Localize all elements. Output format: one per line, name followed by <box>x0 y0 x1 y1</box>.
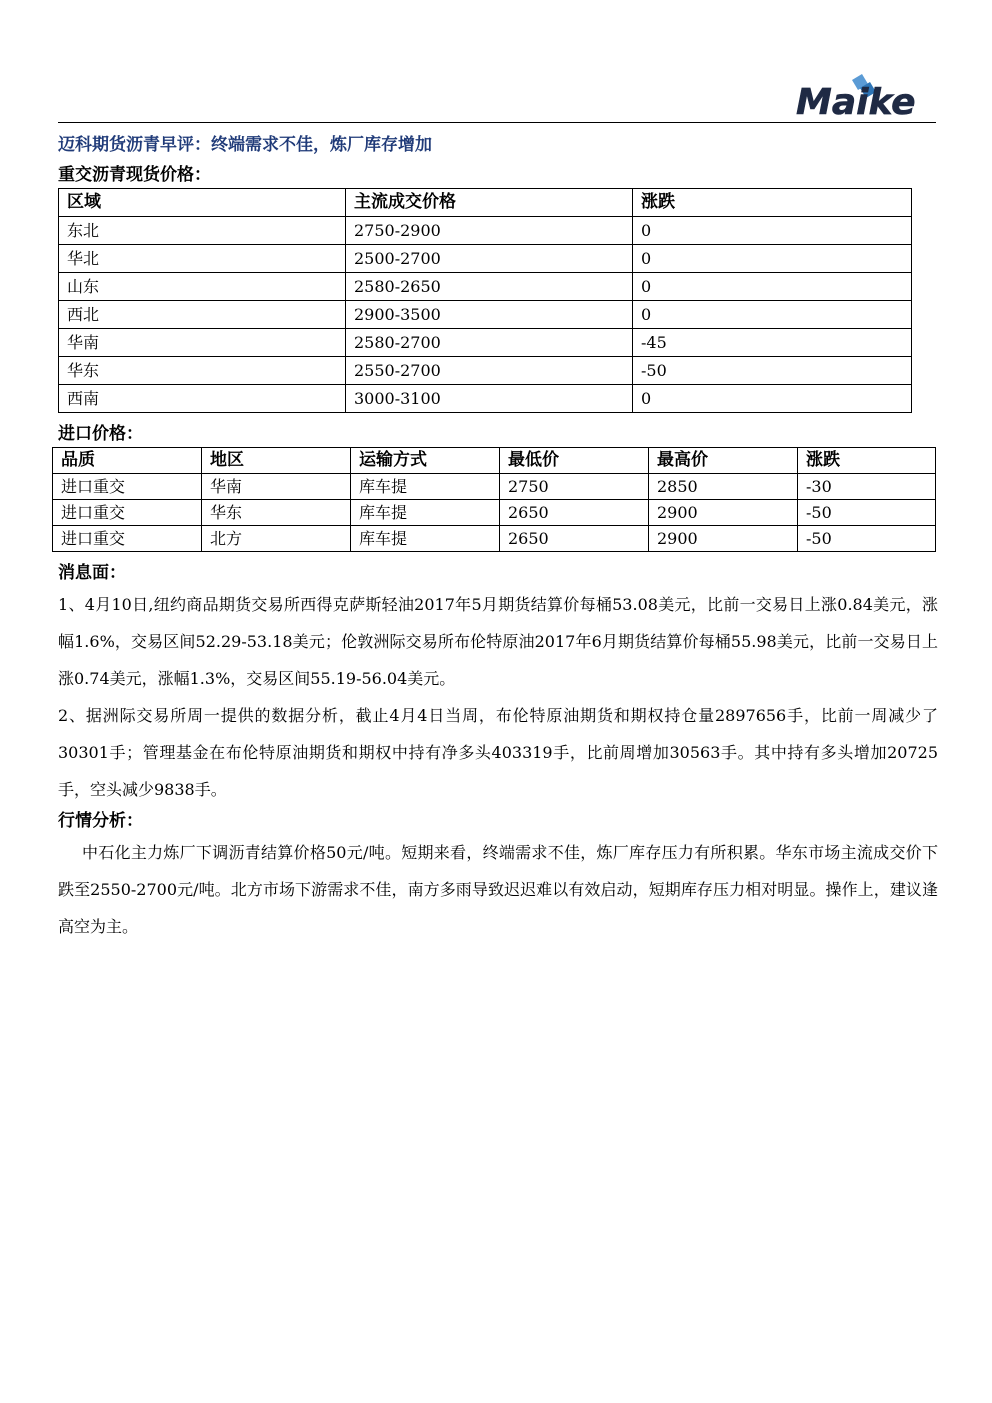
low-price-cell: 2750 <box>500 474 649 500</box>
spot-price-table <box>58 188 912 413</box>
column-header: 涨跌 <box>633 189 912 217</box>
change-cell: 0 <box>633 217 912 245</box>
price-cell: 2580-2650 <box>346 273 633 301</box>
change-cell: 0 <box>633 273 912 301</box>
table-row <box>53 500 936 526</box>
column-header: 最高价 <box>649 448 798 474</box>
table-header-row <box>59 189 912 217</box>
column-header: 区域 <box>59 189 346 217</box>
high-price-cell: 2850 <box>649 474 798 500</box>
region-cell: 西南 <box>59 385 346 413</box>
table-row <box>59 301 912 329</box>
table-row <box>59 329 912 357</box>
import-price-table <box>52 447 936 552</box>
price-cell: 3000-3100 <box>346 385 633 413</box>
region-cell: 华东 <box>59 357 346 385</box>
change-cell: -45 <box>633 329 912 357</box>
region-cell: 华南 <box>202 474 351 500</box>
change-cell: -50 <box>633 357 912 385</box>
table-row <box>53 474 936 500</box>
svg-text:Maike: Maike <box>796 82 916 118</box>
price-cell: 2550-2700 <box>346 357 633 385</box>
document-body <box>58 128 938 945</box>
table-row <box>53 526 936 552</box>
news-item: 2、据洲际交易所周一提供的数据分析，截止4月4日当周，布伦特原油期货和期权持仓量2897656手，比前一周减少了30301手；管理基金在布伦特原油期货和期权中持有净多头403319手，比前周增加30563手。其中持有多头增加20725手，空头减少9838手。 <box>58 706 938 799</box>
change-cell: 0 <box>633 301 912 329</box>
region-cell: 华北 <box>59 245 346 273</box>
transport-cell: 库车提 <box>351 500 500 526</box>
region-cell: 东北 <box>59 217 346 245</box>
high-price-cell: 2900 <box>649 526 798 552</box>
document-title: 迈科期货沥青早评：终端需求不佳，炼厂库存增加 <box>58 135 432 155</box>
price-cell: 2580-2700 <box>346 329 633 357</box>
news-heading: 消息面： <box>58 563 126 583</box>
region-cell: 华东 <box>202 500 351 526</box>
low-price-cell: 2650 <box>500 500 649 526</box>
news-item: 1、4月10日,纽约商品期货交易所西得克萨斯轻油2017年5月期货结算价每桶53.08美元，比前一交易日上涨0.84美元，涨幅1.6%，交易区间52.29-53.18美元；伦敦洲际交易所布伦特原油2017年6月期货结算价每桶55.98美元，比前一交易日上涨0.74美元，涨幅1.3%，交易区间55.19-56.04美元。 <box>58 595 938 688</box>
region-cell: 山东 <box>59 273 346 301</box>
page-header <box>58 68 936 123</box>
table-row <box>59 217 912 245</box>
region-cell: 华南 <box>59 329 346 357</box>
transport-cell: 库车提 <box>351 474 500 500</box>
table-row <box>59 357 912 385</box>
column-header: 品质 <box>53 448 202 474</box>
change-cell: 0 <box>633 385 912 413</box>
spot-price-heading: 重交沥青现货价格： <box>58 165 211 185</box>
price-cell: 2500-2700 <box>346 245 633 273</box>
quality-cell: 进口重交 <box>53 526 202 552</box>
maike-logo <box>792 74 928 118</box>
quality-cell: 进口重交 <box>53 474 202 500</box>
analysis-paragraph: 中石化主力炼厂下调沥青结算价格50元/吨。短期来看，终端需求不佳，炼厂库存压力有所积累。华东市场主流成交价下跌至2550-2700元/吨。北方市场下游需求不佳，南方多雨导致迟迟难以有效启动，短期库存压力相对明显。操作上，建议逢高空为主。 <box>58 843 938 936</box>
high-price-cell: 2900 <box>649 500 798 526</box>
change-cell: -30 <box>798 474 936 500</box>
transport-cell: 库车提 <box>351 526 500 552</box>
table-header-row <box>53 448 936 474</box>
column-header: 主流成交价格 <box>346 189 633 217</box>
column-header: 最低价 <box>500 448 649 474</box>
region-cell: 西北 <box>59 301 346 329</box>
low-price-cell: 2650 <box>500 526 649 552</box>
change-cell: -50 <box>798 500 936 526</box>
table-row <box>59 273 912 301</box>
column-header: 地区 <box>202 448 351 474</box>
price-cell: 2900-3500 <box>346 301 633 329</box>
region-cell: 北方 <box>202 526 351 552</box>
import-price-heading: 进口价格： <box>58 424 143 444</box>
analysis-heading: 行情分析： <box>58 811 143 831</box>
change-cell: 0 <box>633 245 912 273</box>
table-row <box>59 385 912 413</box>
change-cell: -50 <box>798 526 936 552</box>
column-header: 涨跌 <box>798 448 936 474</box>
table-row <box>59 245 912 273</box>
quality-cell: 进口重交 <box>53 500 202 526</box>
price-cell: 2750-2900 <box>346 217 633 245</box>
column-header: 运输方式 <box>351 448 500 474</box>
